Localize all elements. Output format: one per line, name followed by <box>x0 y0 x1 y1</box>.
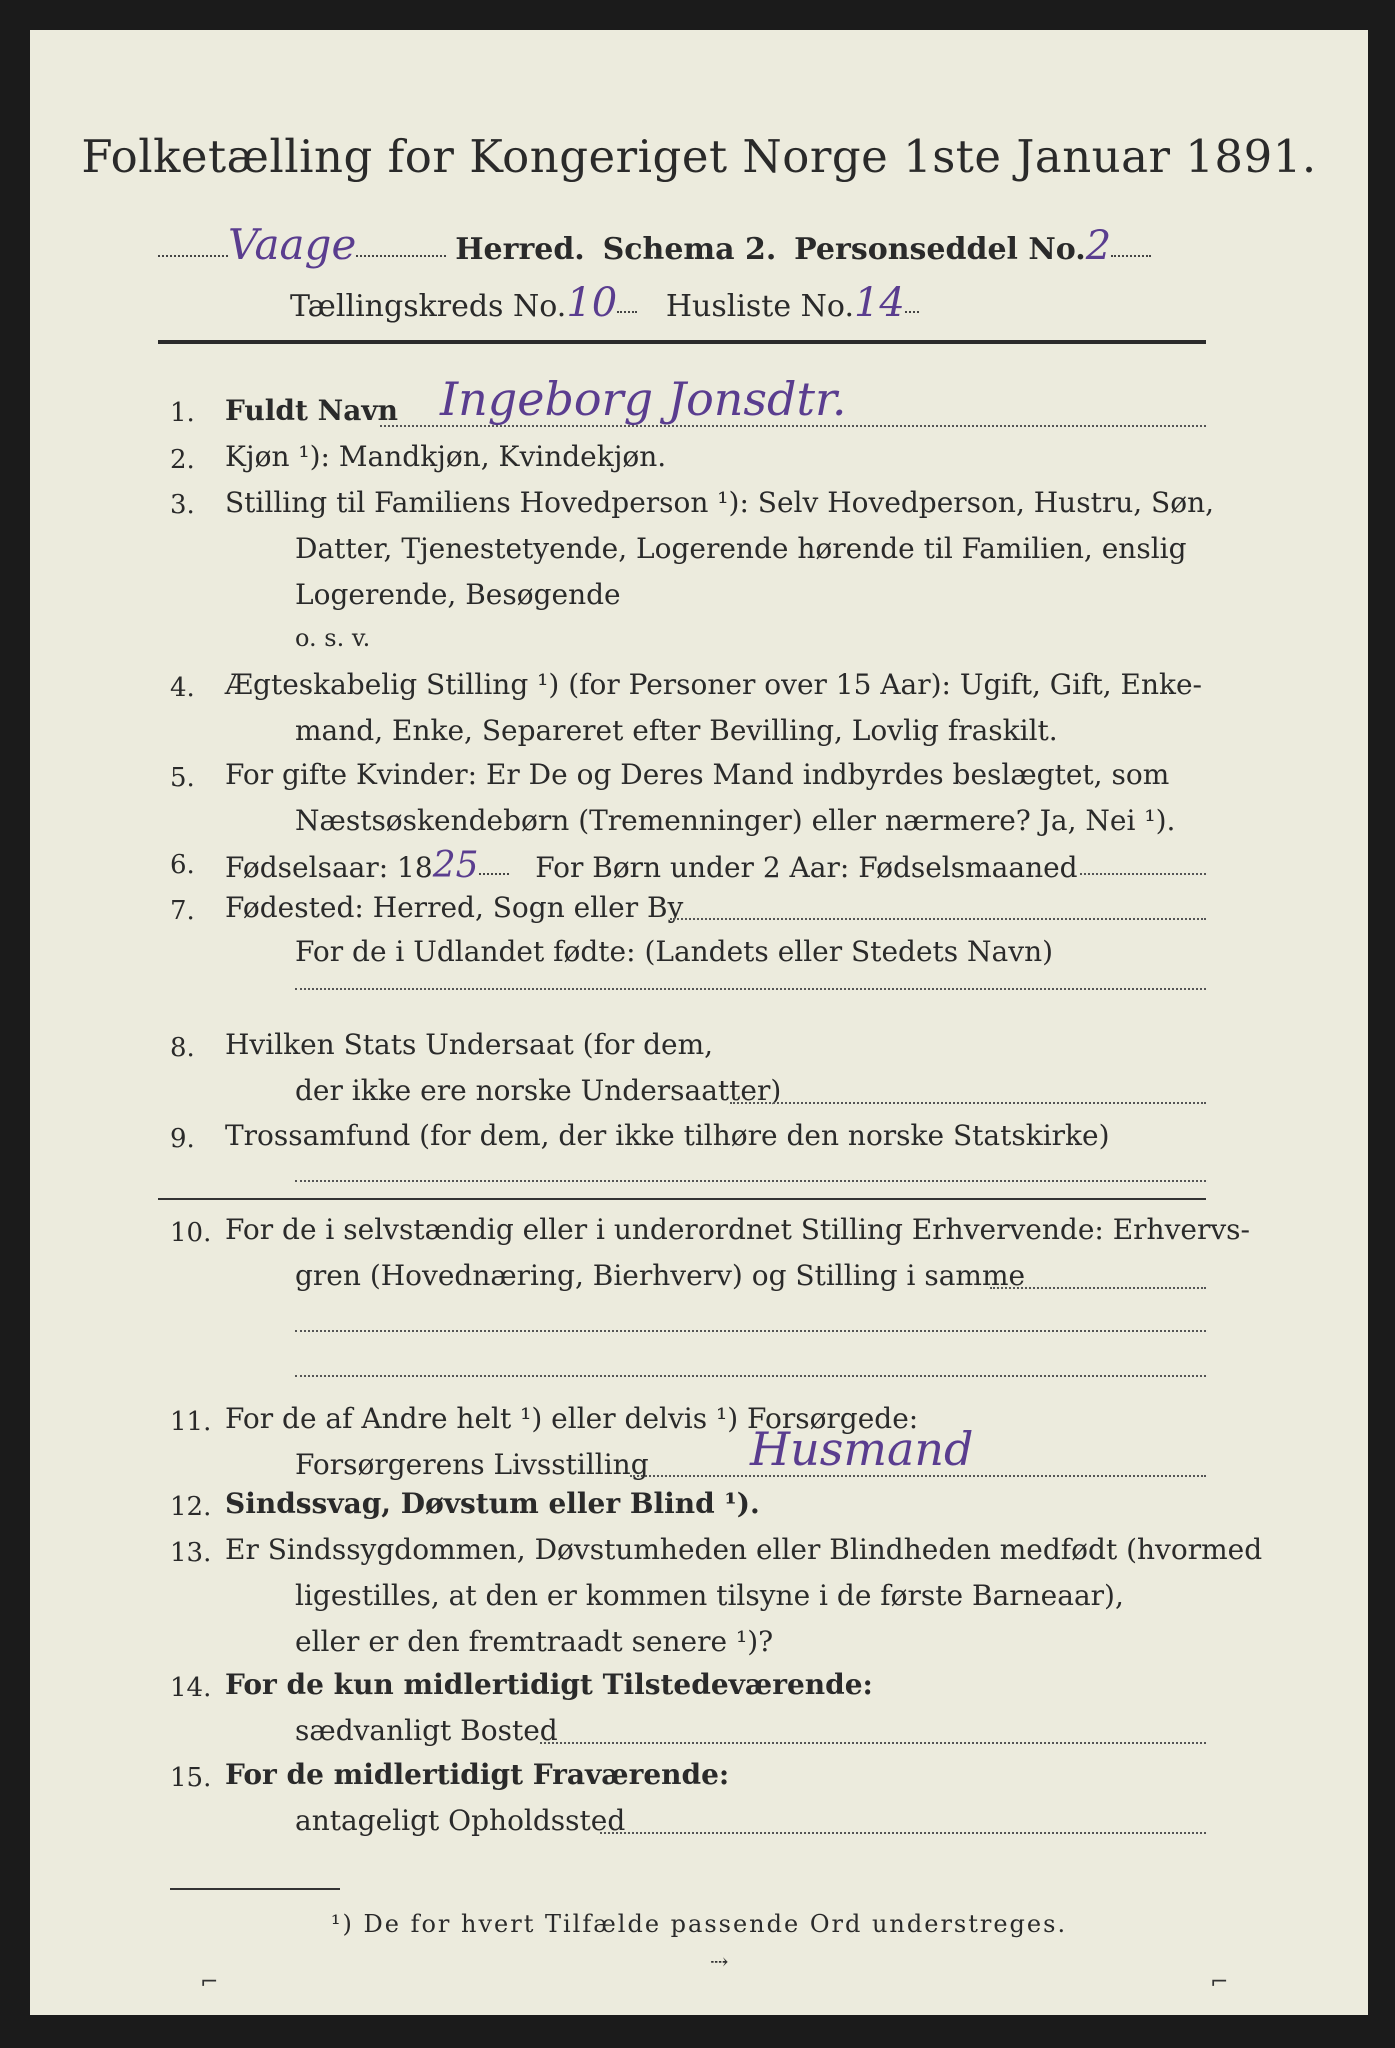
provider-occupation-value: Husmand <box>750 1422 974 1476</box>
field-6-line <box>1080 873 1206 875</box>
field-10-line-2: gren (Hovednæring, Bierhverv) og Stilling i samme <box>295 1259 1026 1292</box>
field-15-line-2: antageligt Opholdssted <box>295 1804 626 1837</box>
herred-value: Vaage <box>228 220 357 269</box>
field-9-line-1: Trossamfund (for dem, der ikke tilhøre den norske Statskirke) <box>225 1119 1110 1152</box>
field-13-line-1: Er Sindssygdommen, Døvstumheden eller Blindheden medfødt (hvormed <box>225 1533 1263 1566</box>
husliste-value: 14 <box>853 280 905 326</box>
census-form <box>30 30 1368 2015</box>
field-11-number: 11. <box>170 1407 212 1437</box>
field-1-label: Fuldt Navn <box>225 394 399 427</box>
form-title: Folketælling for Kongeriget Norge 1ste Januar 1891. <box>81 130 1317 183</box>
field-5-line-2: Næstsøskendebørn (Tremenninger) eller nærmere? Ja, Nei ¹). <box>295 804 1176 837</box>
birth-year-value: 25 <box>432 845 479 886</box>
kreds-row <box>290 280 919 326</box>
pen-mark-center: ⇢ <box>710 1950 729 1975</box>
field-14-line-1: For de kun midlertidigt Tilstedeværende: <box>225 1668 873 1701</box>
field-7-extra-line <box>295 988 1206 990</box>
field-3-line-3: Logerende, Besøgende <box>295 578 621 611</box>
field-7-line-2: For de i Udlandet fødte: (Landets eller Stedets Navn) <box>295 935 1054 968</box>
field-10-line-b <box>295 1330 1206 1332</box>
header-rule <box>158 340 1206 344</box>
field-12-line-1: Sindssvag, Døvstum eller Blind ¹). <box>225 1487 760 1520</box>
kreds-value: 10 <box>566 280 618 326</box>
field-15-number: 15. <box>170 1763 212 1793</box>
field-13-line-2: ligestilles, at den er kommen tilsyne i de første Barneaar), <box>295 1579 1124 1612</box>
field-3-line-2: Datter, Tjenestetyende, Logerende hørende til Familien, enslig <box>295 532 1187 565</box>
field-1-line <box>380 425 1206 427</box>
footnote: ¹) De for hvert Tilfælde passende Ord understreges. <box>330 1910 1068 1938</box>
pen-mark-right: ⌐ <box>1210 1970 1229 1995</box>
herred-row <box>158 220 1151 269</box>
field-8-line-2: der ikke ere norske Undersaatter) <box>295 1074 782 1107</box>
field-11-line-2: Forsørgerens Livsstilling <box>295 1448 649 1481</box>
field-10-line-c <box>295 1375 1206 1377</box>
field-6-row <box>225 845 1078 886</box>
field-4-number: 4. <box>170 673 195 703</box>
field-4-line-2: mand, Enke, Separeret efter Bevilling, Lovlig fraskilt. <box>295 714 1058 747</box>
field-3-line-4: o. s. v. <box>295 624 371 652</box>
field-9-number: 9. <box>170 1124 195 1154</box>
field-3-number: 3. <box>170 490 195 520</box>
field-13-number: 13. <box>170 1538 212 1568</box>
field-2-number: 2. <box>170 445 195 475</box>
field-7-line <box>670 918 1206 920</box>
field-8-line <box>730 1102 1206 1104</box>
birth-month-label: For Børn under 2 Aar: Fødselsmaaned <box>535 851 1078 884</box>
schema-label: Schema 2. <box>602 232 777 267</box>
field-10-line-1: For de i selvstændig eller i underordnet Stilling Erhvervende: Erhvervs- <box>225 1213 1251 1246</box>
field-4-line-1: Ægteskabelig Stilling ¹) (for Personer over 15 Aar): Ugift, Gift, Enke- <box>225 668 1202 701</box>
field-1-number: 1. <box>170 398 195 428</box>
field-14-line-2: sædvanligt Bosted <box>295 1714 558 1747</box>
field-5-line-1: For gifte Kvinder: Er De og Deres Mand indbyrdes beslægtet, som <box>225 758 1170 791</box>
field-13-line-3: eller er den fremtraadt senere ¹)? <box>295 1625 774 1658</box>
field-12-number: 12. <box>170 1492 212 1522</box>
divider-rule <box>158 1198 1206 1200</box>
field-8-number: 8. <box>170 1033 195 1063</box>
field-5-number: 5. <box>170 763 195 793</box>
field-10-number: 10. <box>170 1218 212 1248</box>
field-14-number: 14. <box>170 1673 212 1703</box>
field-6-number: 6. <box>170 850 195 880</box>
birth-year-label: Fødselsaar: 18 <box>225 851 433 884</box>
field-11-line-1: For de af Andre helt ¹) eller delvis ¹) Forsørgede: <box>225 1402 919 1435</box>
kreds-label: Tællingskreds No. <box>290 289 567 324</box>
personseddel-label: Personseddel No. <box>794 232 1086 267</box>
footnote-rule <box>170 1888 340 1890</box>
field-9-line <box>295 1180 1206 1182</box>
herred-label: Herred. <box>455 232 585 267</box>
field-10-line-a <box>990 1287 1206 1289</box>
field-2-text: Kjøn ¹): Mandkjøn, Kvindekjøn. <box>225 440 667 473</box>
personseddel-value: 2 <box>1085 223 1112 269</box>
pen-mark-left: ⌐ <box>200 1970 219 1995</box>
field-8-line-1: Hvilken Stats Undersaat (for dem, <box>225 1028 714 1061</box>
field-14-line <box>540 1742 1206 1744</box>
field-15-line-1: For de midlertidigt Fraværende: <box>225 1758 730 1791</box>
field-7-number: 7. <box>170 896 195 926</box>
full-name-value: Ingeborg Jonsdtr. <box>440 372 847 426</box>
field-3-line-1: Stilling til Familiens Hovedperson ¹): Selv Hovedperson, Hustru, Søn, <box>225 486 1215 519</box>
field-7-line-1: Fødested: Herred, Sogn eller By <box>225 891 684 924</box>
husliste-label: Husliste No. <box>665 289 854 324</box>
field-15-line <box>600 1832 1206 1834</box>
